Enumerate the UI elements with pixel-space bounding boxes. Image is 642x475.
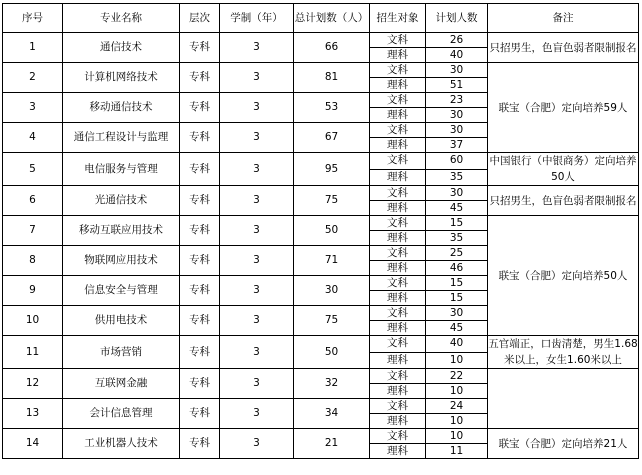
total-cell: 30 [294, 276, 370, 306]
target-science: 理科 [370, 321, 426, 336]
major-name: 通信工程设计与监理 [63, 123, 180, 153]
header-level: 层次 [180, 4, 220, 33]
row-number: 9 [3, 276, 63, 306]
target-science: 理科 [370, 169, 426, 186]
major-name: 物联网应用技术 [63, 246, 180, 276]
table-row [3, 369, 639, 384]
planned-arts: 26 [426, 33, 488, 48]
target-arts: 文科 [370, 153, 426, 170]
level-cell: 专科 [180, 186, 220, 216]
total-cell: 53 [294, 93, 370, 123]
header-no: 序号 [3, 4, 63, 33]
row-number: 7 [3, 216, 63, 246]
row-number: 12 [3, 369, 63, 399]
years-cell: 3 [220, 399, 294, 429]
planned-science: 10 [426, 352, 488, 369]
target-arts: 文科 [370, 33, 426, 48]
major-name: 电信服务与管理 [63, 153, 180, 186]
years-cell: 3 [220, 153, 294, 186]
planned-arts: 30 [426, 186, 488, 201]
total-cell: 50 [294, 336, 370, 369]
total-cell: 34 [294, 399, 370, 429]
planned-arts: 10 [426, 429, 488, 444]
years-cell: 3 [220, 276, 294, 306]
planned-science: 45 [426, 201, 488, 216]
target-science: 理科 [370, 48, 426, 63]
total-cell: 21 [294, 429, 370, 459]
header-remarks: 备注 [488, 4, 639, 33]
planned-arts: 60 [426, 153, 488, 170]
table-row [3, 63, 639, 78]
target-science: 理科 [370, 384, 426, 399]
target-science: 理科 [370, 138, 426, 153]
planned-arts: 30 [426, 63, 488, 78]
header-target: 招生对象 [370, 4, 426, 33]
total-cell: 95 [294, 153, 370, 186]
years-cell: 3 [220, 216, 294, 246]
planned-arts: 30 [426, 123, 488, 138]
major-name: 工业机器人技术 [63, 429, 180, 459]
header-total: 总计划数（人） [294, 4, 370, 33]
row-number: 5 [3, 153, 63, 186]
major-name: 会计信息管理 [63, 399, 180, 429]
level-cell: 专科 [180, 336, 220, 369]
table-row [3, 429, 639, 444]
remarks-cell: 只招男生，色盲色弱者限制报名 [488, 33, 639, 63]
planned-science: 10 [426, 384, 488, 399]
target-science: 理科 [370, 108, 426, 123]
years-cell: 3 [220, 33, 294, 63]
total-cell: 75 [294, 306, 370, 336]
years-cell: 3 [220, 93, 294, 123]
target-arts: 文科 [370, 63, 426, 78]
row-number: 10 [3, 306, 63, 336]
planned-arts: 30 [426, 306, 488, 321]
major-name: 市场营销 [63, 336, 180, 369]
remarks-cell: 联宝（合肥）定向培养59人 [488, 63, 639, 153]
planned-science: 46 [426, 261, 488, 276]
remarks-cell: 只招男生，色盲色弱者限制报名 [488, 186, 639, 216]
target-science: 理科 [370, 201, 426, 216]
target-science: 理科 [370, 291, 426, 306]
planned-arts: 40 [426, 336, 488, 353]
remarks-cell: 联宝（合肥）定向培养50人 [488, 216, 639, 336]
target-science: 理科 [370, 261, 426, 276]
target-arts: 文科 [370, 276, 426, 291]
planned-science: 30 [426, 108, 488, 123]
row-number: 2 [3, 63, 63, 93]
row-number: 14 [3, 429, 63, 459]
major-name: 供用电技术 [63, 306, 180, 336]
row-number: 1 [3, 33, 63, 63]
target-arts: 文科 [370, 399, 426, 414]
planned-science: 35 [426, 231, 488, 246]
planned-arts: 22 [426, 369, 488, 384]
total-cell: 75 [294, 186, 370, 216]
years-cell: 3 [220, 63, 294, 93]
level-cell: 专科 [180, 399, 220, 429]
major-name: 移动通信技术 [63, 93, 180, 123]
total-cell: 66 [294, 33, 370, 63]
years-cell: 3 [220, 306, 294, 336]
target-science: 理科 [370, 231, 426, 246]
row-number: 13 [3, 399, 63, 429]
major-name: 计算机网络技术 [63, 63, 180, 93]
table-row [3, 153, 639, 170]
row-number: 3 [3, 93, 63, 123]
header-planned: 计划人数 [426, 4, 488, 33]
table-row [3, 216, 639, 231]
level-cell: 专科 [180, 246, 220, 276]
target-arts: 文科 [370, 216, 426, 231]
planned-science: 35 [426, 169, 488, 186]
years-cell: 3 [220, 369, 294, 399]
planned-arts: 23 [426, 93, 488, 108]
table-row [3, 186, 639, 201]
level-cell: 专科 [180, 123, 220, 153]
header-years: 学制（年） [220, 4, 294, 33]
level-cell: 专科 [180, 153, 220, 186]
years-cell: 3 [220, 336, 294, 369]
planned-science: 37 [426, 138, 488, 153]
table-body [3, 33, 639, 459]
planned-science: 10 [426, 414, 488, 429]
total-cell: 81 [294, 63, 370, 93]
planned-arts: 15 [426, 216, 488, 231]
planned-science: 45 [426, 321, 488, 336]
planned-arts: 24 [426, 399, 488, 414]
header-major: 专业名称 [63, 4, 180, 33]
target-science: 理科 [370, 414, 426, 429]
planned-science: 40 [426, 48, 488, 63]
planned-science: 51 [426, 78, 488, 93]
remarks-cell [488, 369, 639, 429]
level-cell: 专科 [180, 63, 220, 93]
years-cell: 3 [220, 123, 294, 153]
header-row [3, 4, 639, 33]
row-number: 11 [3, 336, 63, 369]
major-name: 通信技术 [63, 33, 180, 63]
target-arts: 文科 [370, 123, 426, 138]
level-cell: 专科 [180, 306, 220, 336]
remarks-cell: 五官端正，口齿清楚，男生1.68米以上，女生1.60米以上 [488, 336, 639, 369]
level-cell: 专科 [180, 33, 220, 63]
target-arts: 文科 [370, 369, 426, 384]
years-cell: 3 [220, 429, 294, 459]
level-cell: 专科 [180, 369, 220, 399]
target-science: 理科 [370, 444, 426, 459]
major-name: 信息安全与管理 [63, 276, 180, 306]
total-cell: 32 [294, 369, 370, 399]
table-row [3, 33, 639, 48]
remarks-cell: 中国银行（中银商务）定向培养50人 [488, 153, 639, 186]
years-cell: 3 [220, 186, 294, 216]
table-row [3, 336, 639, 353]
level-cell: 专科 [180, 93, 220, 123]
total-cell: 71 [294, 246, 370, 276]
target-arts: 文科 [370, 246, 426, 261]
remarks-cell: 联宝（合肥）定向培养21人 [488, 429, 639, 459]
target-science: 理科 [370, 78, 426, 93]
planned-science: 11 [426, 444, 488, 459]
row-number: 4 [3, 123, 63, 153]
row-number: 8 [3, 246, 63, 276]
planned-science: 15 [426, 291, 488, 306]
level-cell: 专科 [180, 216, 220, 246]
level-cell: 专科 [180, 429, 220, 459]
target-arts: 文科 [370, 429, 426, 444]
major-name: 移动互联应用技术 [63, 216, 180, 246]
target-arts: 文科 [370, 306, 426, 321]
enrollment-plan-table [2, 3, 639, 459]
level-cell: 专科 [180, 276, 220, 306]
years-cell: 3 [220, 246, 294, 276]
planned-arts: 15 [426, 276, 488, 291]
row-number: 6 [3, 186, 63, 216]
major-name: 互联网金融 [63, 369, 180, 399]
planned-arts: 25 [426, 246, 488, 261]
target-arts: 文科 [370, 93, 426, 108]
total-cell: 67 [294, 123, 370, 153]
target-arts: 文科 [370, 186, 426, 201]
target-arts: 文科 [370, 336, 426, 353]
target-science: 理科 [370, 352, 426, 369]
total-cell: 50 [294, 216, 370, 246]
major-name: 光通信技术 [63, 186, 180, 216]
